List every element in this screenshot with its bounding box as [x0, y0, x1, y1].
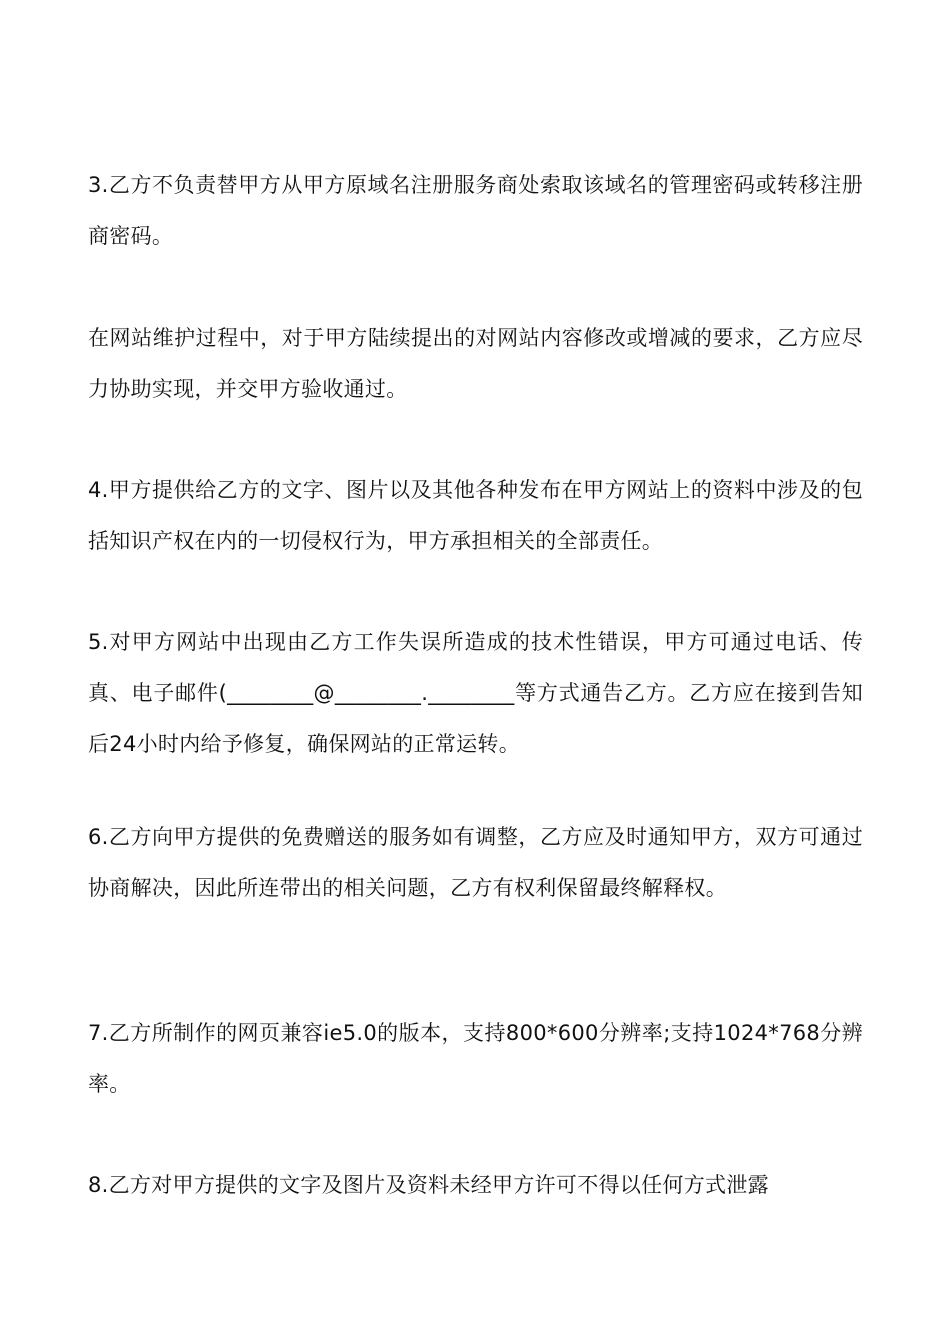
- paragraph-maintenance-requests: 在网站维护过程中，对于甲方陆续提出的对网站内容修改或增减的要求，乙方应尽力协助实现，并交甲方验收通过。: [88, 326, 863, 401]
- paragraph-6-free-services: 6.乙方向甲方提供的免费赠送的服务如有调整，乙方应及时通知甲方，双方可通过协商解决，因此所连带出的相关问题，乙方有权利保留最终解释权。: [88, 825, 863, 900]
- paragraph-8-confidentiality: 8.乙方对甲方提供的文字及图片及资料未经甲方许可不得以任何方式泄露: [88, 1173, 769, 1197]
- paragraph-3-domain-password: 3.乙方不负责替甲方从甲方原域名注册服务商处索取该域名的管理密码或转移注册商密码。: [88, 173, 863, 248]
- paragraph-7-compatibility: 7.乙方所制作的网页兼容ie5.0的版本，支持800*600分辨率;支持1024*768分辨率。: [88, 1021, 863, 1096]
- paragraph-5-technical-errors: 5.对甲方网站中出现由乙方工作失误所造成的技术性错误，甲方可通过电话、传真、电子邮件(________@________.________等方式通告乙方。乙方应在接到告知后24小时内给予修复，确保网站的正常运转。: [88, 630, 863, 756]
- paragraph-4-infringement-liability: 4.甲方提供给乙方的文字、图片以及其他各种发布在甲方网站上的资料中涉及的包括知识产权在内的一切侵权行为，甲方承担相关的全部责任。: [88, 478, 863, 553]
